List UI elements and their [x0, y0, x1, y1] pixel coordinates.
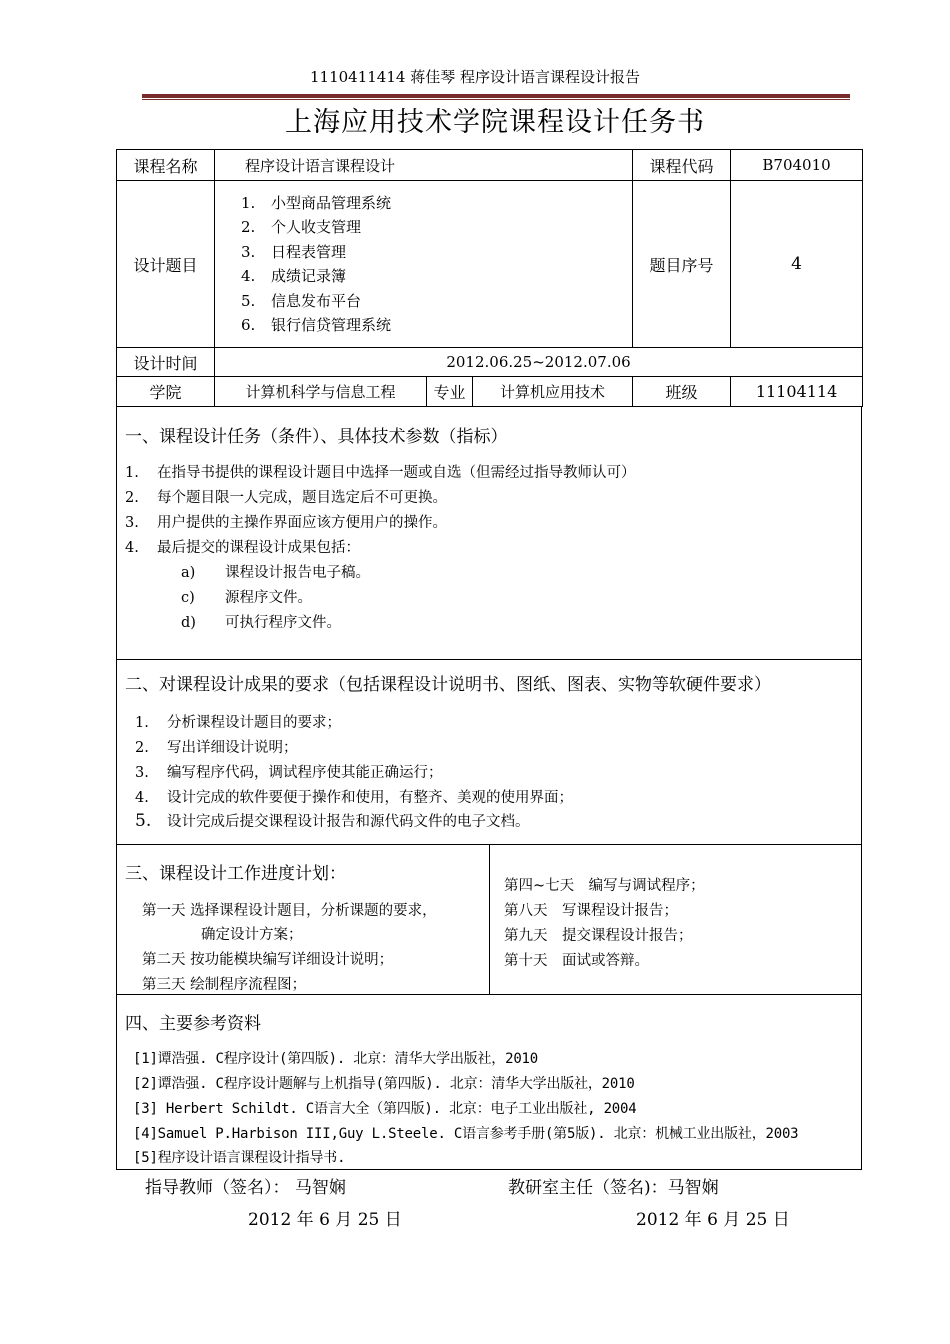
section-title: 一、课程设计任务（条件）、具体技术参数（指标）	[125, 427, 508, 447]
reference-item: [3] Herbert Schildt. C语言大全（第四版). 北京：电子工业出版社, 2004	[133, 1101, 637, 1117]
section-tasks	[116, 406, 862, 660]
list-item: 第十天 面试或答辩。	[504, 953, 649, 969]
time-value: 2012.06.25~2012.07.06	[215, 348, 863, 377]
topic-list	[215, 181, 633, 348]
reference-item: [4]Samuel P.Harbison III,Guy L.Steele. C语言参考手册(第5版). 北京：机械工业出版社，2003	[133, 1126, 799, 1142]
topic-no-label: 题目序号	[633, 181, 731, 348]
list-item: 第九天 提交课程设计报告；	[504, 928, 693, 944]
course-code-label: 课程代码	[633, 150, 731, 181]
list-item: 2. 写出详细设计说明；	[135, 740, 298, 756]
list-item: 5. 信息发布平台	[241, 291, 362, 310]
reference-item: [1]谭浩强. C程序设计(第四版). 北京：清华大学出版社，2010	[133, 1051, 539, 1067]
section-requirements	[116, 660, 862, 845]
teacher-date: 2012 年 6 月 25 日	[248, 1210, 402, 1230]
course-code-value: B704010	[731, 150, 863, 181]
list-item: 3. 用户提供的主操作界面应该方便用户的操作。	[125, 515, 447, 531]
list-item: a) 课程设计报告电子稿。	[181, 565, 370, 581]
list-item: 5. 设计完成后提交课程设计报告和源代码文件的电子文档。	[135, 811, 530, 831]
class-value: 11104114	[731, 377, 863, 407]
header-rule	[142, 94, 850, 98]
course-info-table	[116, 149, 863, 407]
major-label: 专业	[427, 377, 473, 407]
section-title: 二、对课程设计成果的要求（包括课程设计说明书、图纸、图表、实物等软硬件要求）	[125, 675, 771, 695]
course-name-value: 程序设计语言课程设计	[215, 150, 633, 181]
major-value: 计算机应用技术	[473, 377, 633, 407]
list-item: 6. 银行信贷管理系统	[241, 316, 392, 334]
time-label: 设计时间	[117, 348, 215, 377]
list-item: 1. 在指导书提供的课程设计题目中选择一题或自选（但需经过指导教师认可）	[125, 465, 636, 481]
list-item: 第四~七天 编写与调试程序；	[504, 878, 705, 894]
director-date: 2012 年 6 月 25 日	[636, 1210, 790, 1230]
list-item: d) 可执行程序文件。	[181, 615, 341, 631]
list-item: 3. 编写程序代码，调试程序使其能正确运行；	[135, 765, 443, 781]
college-label: 学院	[117, 377, 215, 407]
list-item: 第一天 选择课程设计题目，分析课题的要求，	[142, 903, 437, 919]
column-divider	[489, 845, 490, 994]
topic-label: 设计题目	[117, 181, 215, 348]
reference-item: [5]程序设计语言课程设计指导书.	[133, 1150, 346, 1166]
list-item: 确定设计方案；	[201, 927, 303, 943]
topic-no-value: 4	[731, 181, 863, 348]
director-signature: 教研室主任（签名)：马智娴	[508, 1178, 719, 1198]
list-item: 2. 个人收支管理	[241, 218, 362, 236]
list-item: 1. 分析课程设计题目的要求；	[135, 715, 341, 731]
section-title: 三、课程设计工作进度计划：	[125, 864, 346, 884]
list-item: 1. 小型商品管理系统	[241, 193, 392, 212]
class-label: 班级	[633, 377, 731, 407]
list-item: 4. 设计完成的软件要便于操作和使用，有整齐、美观的使用界面；	[135, 790, 573, 806]
list-item: c) 源程序文件。	[181, 590, 312, 606]
list-item: 第三天 绘制程序流程图；	[142, 977, 307, 993]
college-value: 计算机科学与信息工程	[215, 377, 427, 407]
list-item: 4. 成绩记录簿	[241, 267, 347, 285]
list-item: 3. 日程表管理	[241, 242, 347, 261]
reference-item: [2]谭浩强. C程序设计题解与上机指导(第四版). 北京：清华大学出版社，2010	[133, 1076, 635, 1092]
section-references	[116, 995, 862, 1170]
section-title: 四、主要参考资料	[125, 1014, 261, 1034]
list-item: 4. 最后提交的课程设计成果包括：	[125, 540, 360, 556]
page-header: 1110411414 蒋佳琴 程序设计语言课程设计报告	[310, 68, 640, 86]
list-item: 2. 每个题目限一人完成，题目选定后不可更换。	[125, 490, 447, 506]
list-item: 第八天 写课程设计报告；	[504, 903, 678, 919]
course-name-label: 课程名称	[117, 150, 215, 181]
document-title: 上海应用技术学院课程设计任务书	[285, 107, 705, 138]
section-schedule	[116, 845, 862, 995]
teacher-signature: 指导教师（签名）： 马智娴	[145, 1178, 346, 1198]
list-item: 第二天 按功能模块编写详细设计说明；	[142, 952, 394, 968]
